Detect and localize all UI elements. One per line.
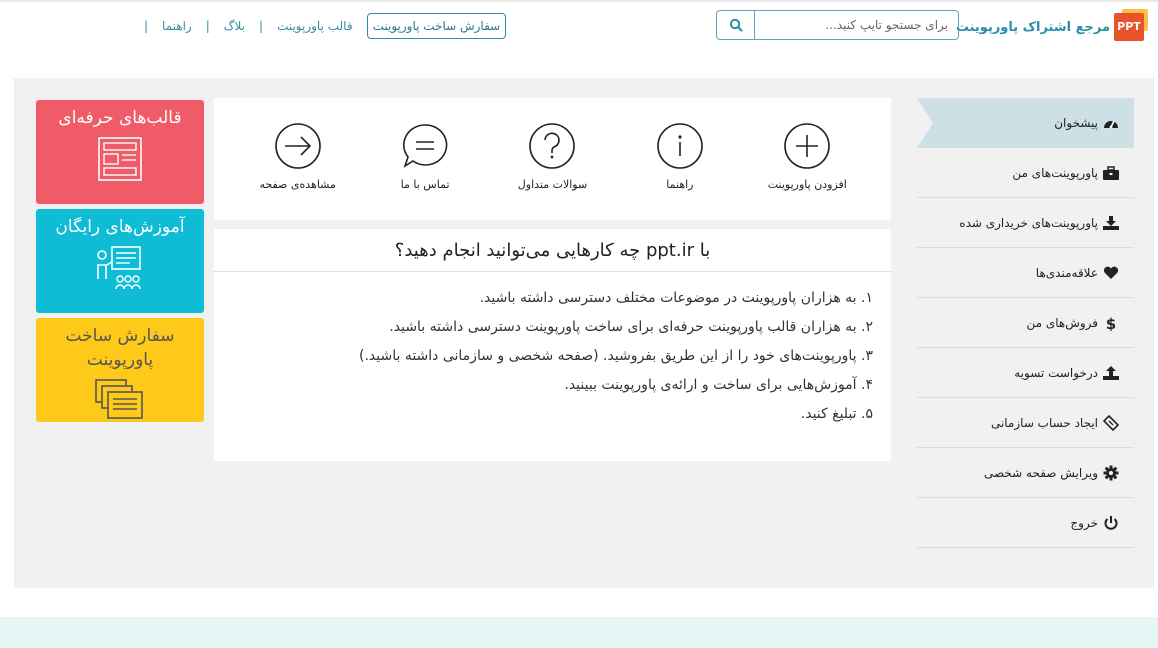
download-icon <box>1102 216 1120 230</box>
quick-action-view-page[interactable] <box>234 98 361 220</box>
sidebar-item-label: پاورپوینت‌های من <box>1012 165 1098 180</box>
logo-badge-text: PPT <box>1117 20 1141 33</box>
sidebar-item-settlement[interactable] <box>917 348 1134 398</box>
sidebar-item-label: پیشخوان <box>1054 115 1098 130</box>
gear-icon <box>1102 465 1120 481</box>
sidebar-item-logout[interactable] <box>917 498 1134 548</box>
search-icon <box>729 18 743 32</box>
logo-text: مرجع اشتراک پاورپوینت <box>955 19 1110 35</box>
info-circle-icon <box>656 122 704 170</box>
card-title: آموزش‌های رایگان <box>55 217 185 237</box>
quick-action-label: مشاهده‌ی صفحه <box>259 178 336 191</box>
sidebar-item-purchased[interactable] <box>917 198 1134 248</box>
list-item: ۲. به هزاران قالب پاورپوینت حرفه‌ای برای ساخت پاورپوینت دسترسی داشته باشید. <box>389 319 873 335</box>
sidebar-item-favorites[interactable] <box>917 248 1134 298</box>
sidebar-item-label: درخواست تسویه <box>1014 365 1098 380</box>
sidebar-item-label: ویرایش صفحه شخصی <box>983 465 1098 480</box>
quick-action-guide[interactable] <box>616 98 743 220</box>
sidebar-item-my-powerpoints[interactable] <box>917 148 1134 198</box>
presentation-icon <box>94 245 146 297</box>
question-circle-icon <box>528 122 576 170</box>
card-pro-templates[interactable] <box>36 100 204 204</box>
card-title: قالب‌های حرفه‌ای <box>58 108 182 128</box>
sidebar-item-edit-profile[interactable] <box>917 448 1134 498</box>
briefcase-icon <box>1102 166 1120 180</box>
nav-separator: | <box>144 19 149 33</box>
nav-templates-link[interactable]: قالب پاورپوینت <box>277 19 353 33</box>
card-order-powerpoint[interactable] <box>36 318 204 422</box>
nav-separator: | <box>259 19 264 33</box>
features-panel <box>214 229 891 461</box>
plus-circle-icon <box>783 122 831 170</box>
upload-icon <box>1102 366 1120 380</box>
search-box <box>716 10 959 40</box>
nav-blog-link[interactable]: بلاگ <box>223 19 246 33</box>
nav-order-button[interactable]: سفارش ساخت پاورپوینت <box>367 13 507 39</box>
heart-icon <box>1102 266 1120 280</box>
quick-action-add-powerpoint[interactable] <box>744 98 871 220</box>
list-item: ۵. تبلیغ کنید. <box>800 406 873 422</box>
sidebar-item-my-sales[interactable] <box>917 298 1134 348</box>
search-button[interactable] <box>717 11 755 39</box>
slides-icon <box>94 378 146 422</box>
sidebar-item-label: فروش‌های من <box>1026 315 1098 330</box>
quick-action-label: سوالات متداول <box>517 178 588 191</box>
nav-guide-link[interactable]: راهنما <box>162 19 192 33</box>
sidebar-item-dashboard[interactable] <box>917 98 1134 148</box>
quick-action-faq[interactable] <box>489 98 616 220</box>
features-title: با ppt.ir چه کارهایی می‌توانید انجام دهید؟ <box>214 229 891 272</box>
sidebar-item-label: علاقه‌مندی‌ها <box>1035 265 1098 280</box>
quick-action-label: راهنما <box>666 178 694 191</box>
logo-badge <box>1114 13 1144 41</box>
top-nav <box>130 11 506 41</box>
list-item: ۱. به هزاران پاورپوینت در موضوعات مختلف دسترسی داشته باشید. <box>479 290 873 306</box>
list-item: ۴. آموزش‌هایی برای ساخت و ارائه‌ی پاورپوینت ببینید. <box>564 377 873 393</box>
chat-bubble-icon <box>401 122 449 170</box>
features-list <box>214 272 891 429</box>
list-item: ۳. پاورپوینت‌های خود را از این طریق بفروشید. (صفحه شخصی و سازمانی داشته باشید.) <box>358 348 873 364</box>
dollar-icon <box>1102 315 1120 331</box>
sidebar-item-org-account[interactable] <box>917 398 1134 448</box>
svg-text:$: $ <box>1105 314 1117 331</box>
footer-band <box>0 617 1158 648</box>
sidebar-menu <box>917 98 1134 548</box>
sidebar-item-label: ایجاد حساب سازمانی <box>990 415 1098 430</box>
ticket-icon <box>1102 415 1120 431</box>
header <box>0 2 1158 52</box>
card-title: سفارش ساخت پاورپوینت <box>65 326 175 370</box>
search-input[interactable] <box>755 11 958 39</box>
nav-separator: | <box>205 19 210 33</box>
quick-action-label: افزودن پاورپوینت <box>767 178 847 191</box>
power-icon <box>1102 515 1120 531</box>
sidebar-item-label: پاورپوینت‌های خریداری شده <box>959 215 1098 230</box>
quick-action-label: تماس با ما <box>400 178 450 191</box>
quick-action-contact[interactable] <box>361 98 488 220</box>
sidebar-item-label: خروج <box>1070 515 1098 530</box>
logo[interactable] <box>956 11 1144 43</box>
quick-actions-panel <box>214 98 891 220</box>
card-free-tutorials[interactable] <box>36 209 204 313</box>
dashboard-icon <box>1102 116 1120 130</box>
arrow-circle-icon <box>274 122 322 170</box>
template-icon <box>97 136 143 182</box>
